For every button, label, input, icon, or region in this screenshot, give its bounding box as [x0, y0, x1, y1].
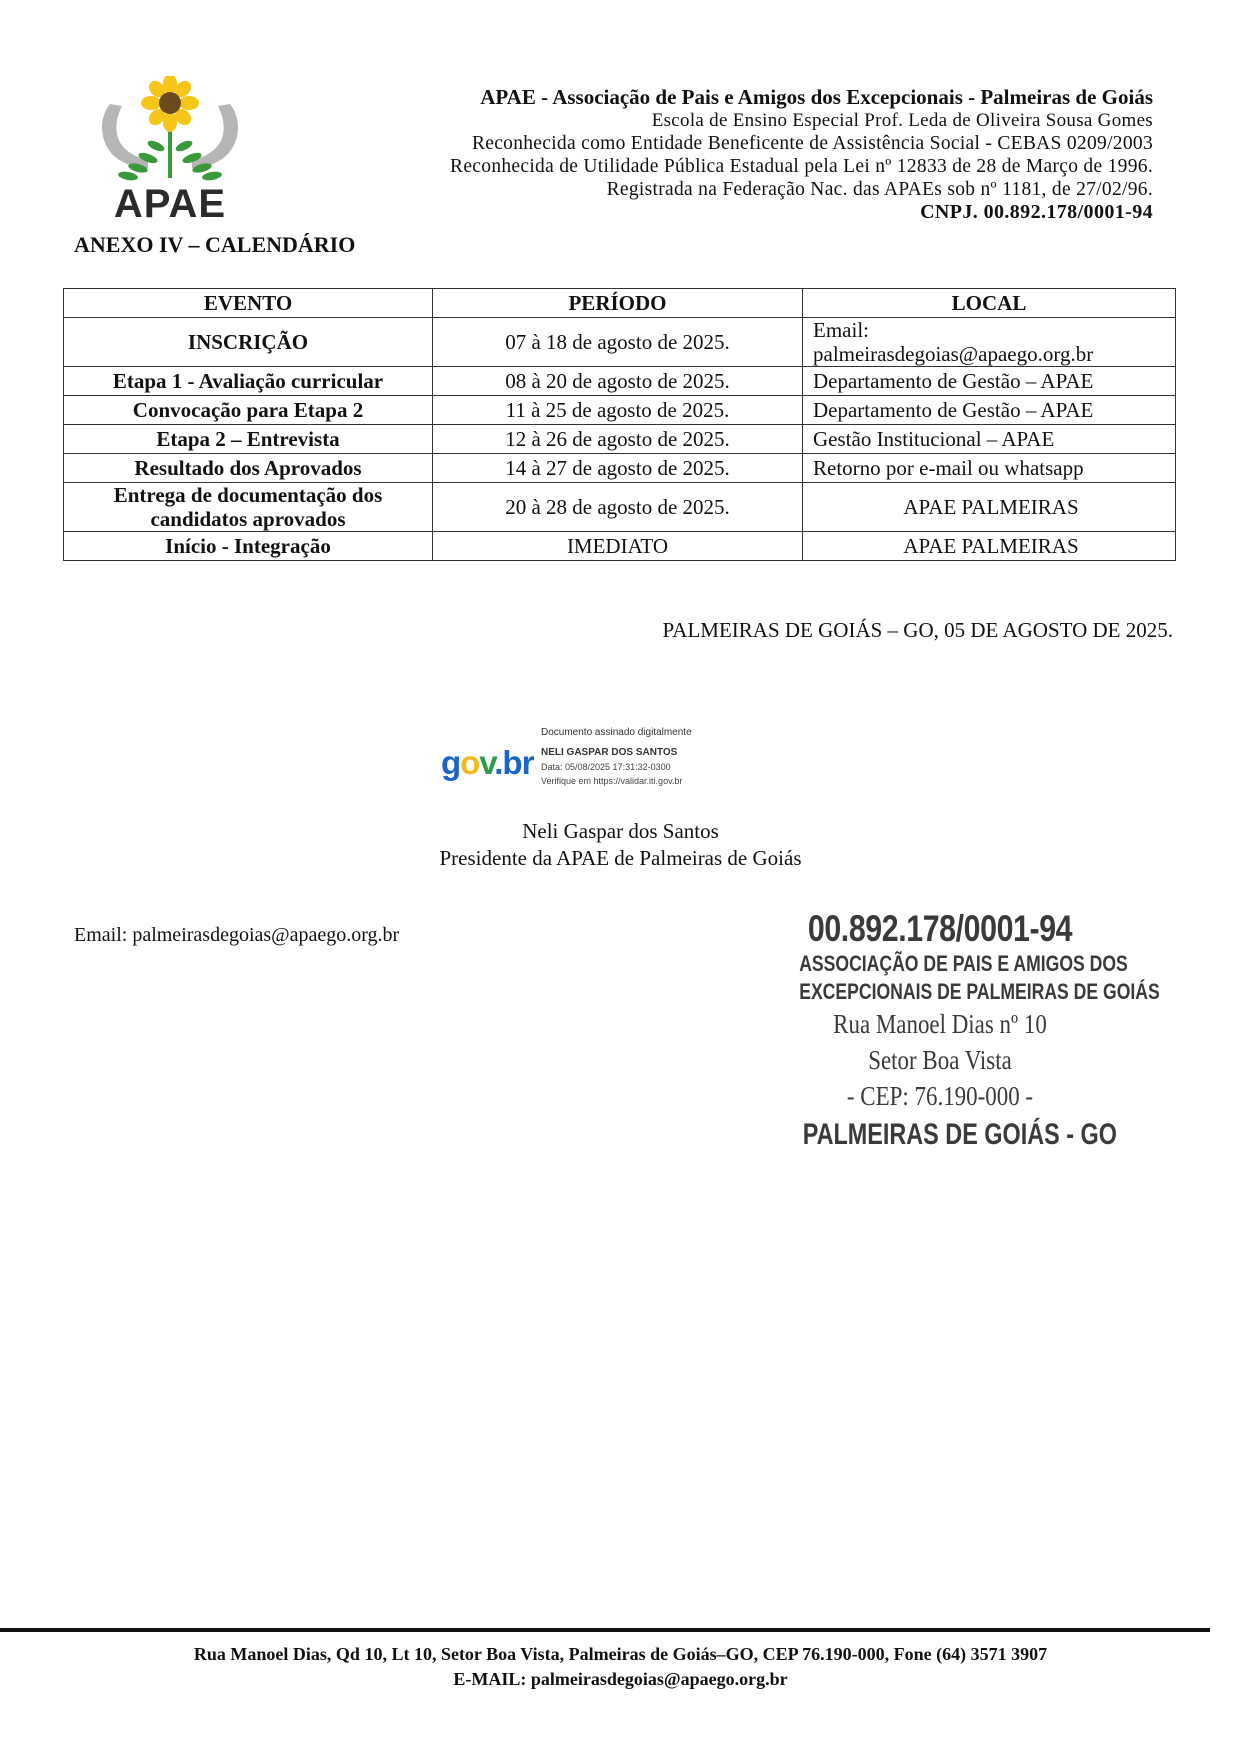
govbr-logo-g: g [441, 744, 461, 781]
cell-evento: Convocação para Etapa 2 [64, 396, 433, 425]
cell-evento: Resultado dos Aprovados [64, 454, 433, 483]
header-periodo: PERÍODO [433, 289, 803, 318]
flower-hands-icon [92, 76, 248, 186]
cell-periodo: 20 à 28 de agosto de 2025. [433, 483, 803, 532]
signature-name: NELI GASPAR DOS SANTOS [541, 747, 678, 758]
stamp-cep: - CEP: 76.190-000 - [846, 1081, 1034, 1111]
cell-local: APAE PALMEIRAS [803, 532, 1176, 561]
evento-line1: Entrega de documentação dos [113, 483, 383, 507]
digital-signature [441, 726, 741, 796]
govbr-logo-br: .br [494, 744, 534, 781]
cnpj-line: CNPJ. 00.892.178/0001-94 [920, 201, 1153, 223]
cell-periodo: 11 à 25 de agosto de 2025. [433, 396, 803, 425]
table-row [64, 483, 1176, 532]
cell-local: Gestão Institucional – APAE [803, 425, 1176, 454]
table-row [64, 396, 1176, 425]
cnpj-stamp [764, 908, 1160, 1200]
cell-local [803, 318, 1176, 367]
logo-wordmark: APAE [113, 182, 227, 226]
cell-evento: INSCRIÇÃO [64, 318, 433, 367]
stamp-org-line2: EXCEPCIONAIS DE PALMEIRAS DE GOIÁS [799, 979, 1160, 1004]
footer-divider [0, 1628, 1210, 1632]
stamp-org-line1: ASSOCIAÇÃO DE PAIS E AMIGOS DOS [799, 951, 1128, 976]
local-email: palmeirasdegoias@apaego.org.br [813, 342, 1094, 366]
footer-address: Rua Manoel Dias, Qd 10, Lt 10, Setor Boa Vista, Palmeiras de Goiás–GO, CEP 76.190-000, Fone (64) 3571 3907 [193, 1644, 1048, 1664]
signature-heading: Documento assinado digitalmente [541, 727, 692, 738]
footer-email: E-MAIL: palmeirasdegoias@apaego.org.br [453, 1669, 788, 1689]
stamp-district: Setor Boa Vista [868, 1045, 1012, 1075]
signature-info [541, 726, 692, 788]
school-name: Escola de Ensino Especial Prof. Leda de Oliveira Sousa Gomes [651, 110, 1153, 131]
cell-periodo: IMEDIATO [433, 532, 803, 561]
table-row [64, 454, 1176, 483]
cell-evento: Etapa 2 – Entrevista [64, 425, 433, 454]
header-evento: EVENTO [64, 289, 433, 318]
govbr-logo-o: o [460, 744, 480, 781]
apae-logo [92, 76, 248, 226]
cell-local: Retorno por e-mail ou whatsapp [803, 454, 1176, 483]
signer-block [0, 818, 1241, 872]
cell-evento [64, 483, 433, 532]
govbr-logo [441, 746, 533, 779]
footer [0, 1642, 1241, 1692]
cell-evento: Etapa 1 - Avaliação curricular [64, 367, 433, 396]
table-row [64, 367, 1176, 396]
cebas-line: Reconhecida como Entidade Beneficente de Assistência Social - CEBAS 0209/2003 [471, 133, 1153, 154]
stamp-city: PALMEIRAS DE GOIÁS - GO [802, 1118, 1117, 1151]
letterhead-text [450, 86, 1153, 224]
evento-line2: candidatos aprovados [150, 507, 346, 531]
cell-periodo: 14 à 27 de agosto de 2025. [433, 454, 803, 483]
federation-line: Registrada na Federação Nac. das APAEs sob nº 1181, de 27/02/96. [606, 179, 1153, 200]
signature-date: Data: 05/08/2025 17:31:32-0300 [541, 762, 671, 772]
calendar-table [63, 288, 1176, 561]
table-header-row [64, 289, 1176, 318]
email-note: Email: palmeirasdegoias@apaego.org.br [74, 924, 400, 946]
signer-role: Presidente da APAE de Palmeiras de Goiás [439, 846, 802, 870]
cell-local: Departamento de Gestão – APAE [803, 367, 1176, 396]
cell-local: Departamento de Gestão – APAE [803, 396, 1176, 425]
cell-periodo: 12 à 26 de agosto de 2025. [433, 425, 803, 454]
cell-evento: Início - Integração [64, 532, 433, 561]
table-row [64, 532, 1176, 561]
utility-line: Reconhecida de Utilidade Pública Estadual pela Lei nº 12833 de 28 de Março de 1996. [450, 156, 1153, 177]
page-title: ANEXO IV – CALENDÁRIO [74, 232, 356, 257]
cell-periodo: 08 à 20 de agosto de 2025. [433, 367, 803, 396]
header-local: LOCAL [803, 289, 1176, 318]
govbr-logo-v: v [479, 744, 495, 781]
table-row [64, 425, 1176, 454]
cell-local: APAE PALMEIRAS [803, 483, 1176, 532]
signer-name: Neli Gaspar dos Santos [522, 819, 719, 843]
org-name: APAE - Associação de Pais e Amigos dos Excepcionais - Palmeiras de Goiás [480, 85, 1153, 109]
stamp-street: Rua Manoel Dias nº 10 [833, 1009, 1047, 1039]
signature-verify: Verifique em https://validar.iti.gov.br [541, 776, 683, 786]
cell-periodo: 07 à 18 de agosto de 2025. [433, 318, 803, 367]
table-row [64, 318, 1176, 367]
place-date: PALMEIRAS DE GOIÁS – GO, 05 DE AGOSTO DE 2025. [662, 618, 1173, 642]
stamp-cnpj: 00.892.178/0001-94 [807, 908, 1073, 949]
local-label: Email: [813, 318, 869, 342]
